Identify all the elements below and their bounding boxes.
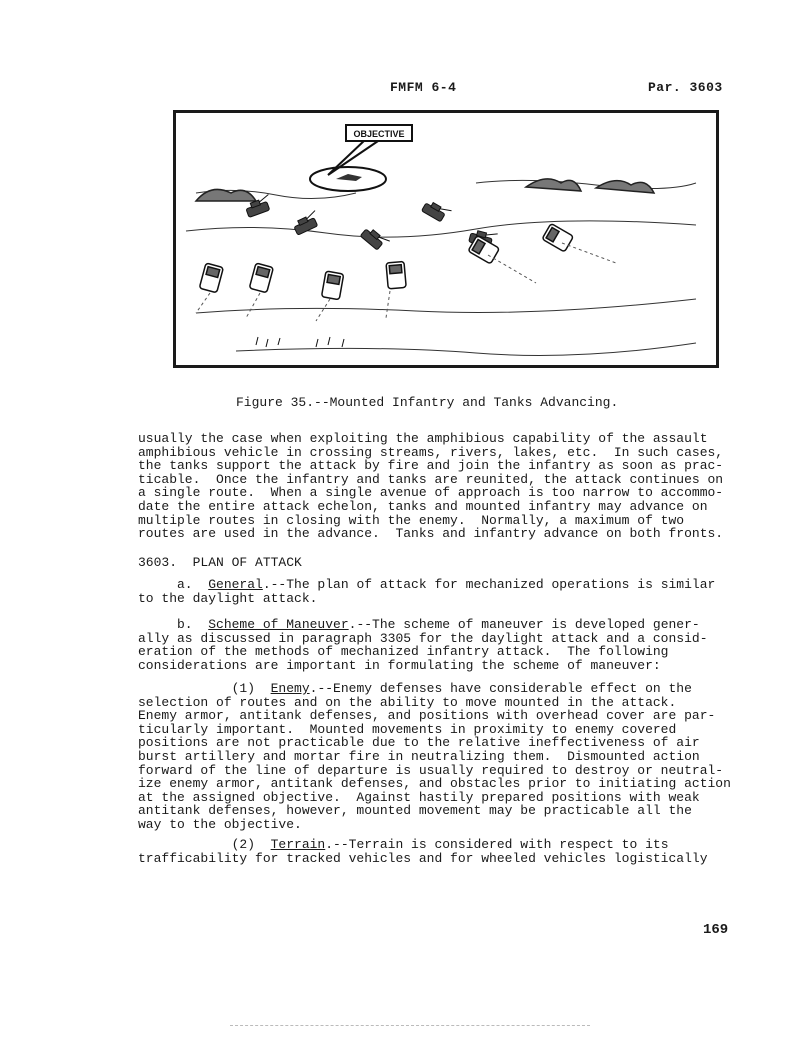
paragraph-b2: (2) Terrain.--Terrain is considered with respect to its trafficability for tracked vehicles and for wheeled vehicles logistically — [138, 838, 738, 865]
section-heading: 3603. PLAN OF ATTACK — [138, 555, 302, 570]
text-line: way to the objective. — [138, 816, 302, 832]
tank-icon — [360, 224, 390, 252]
paragraph-b: b. Scheme of Maneuver.--The scheme of maneuver is developed gener- ally as discussed in paragraph 3305 for the daylight attack and a consid- eration of the methods of mechanized infantry attack. The following considerations are important in formulating the scheme of maneuver: — [138, 618, 738, 672]
vehicle-group — [199, 223, 573, 299]
text-line: ize enemy armor, antitank defenses, and obstacles prior to initiating action — [138, 776, 731, 792]
text-line: forward of the line of departure is usually required to destroy or neutral- — [138, 762, 724, 778]
paragraph-b1: (1) Enemy.--Enemy defenses have considerable effect on the selection of routes and on the ability to move mounted in the attack. Enemy armor, antitank defenses, and positions with overhead cover are par- ticularly important. Mounted movements in proximity to enemy covered positions are not practicable due to the relative ineffectiveness of air burst artillery and mortar fire in neutralizing them. Dismounted action forward of the line of departure is usually required to destroy or neutral- ize enemy armor, antitank defenses, and obstacles prior to initiating action at the assigned objective. Against hastily prepared positions with weak antitank defenses, however, mounted movement may be practicable all the way to the objective. — [138, 682, 738, 832]
amphibious-vehicle-icon — [199, 263, 223, 293]
text-line: at the assigned objective. Against hastily prepared positions with weak — [138, 789, 700, 805]
term-scheme-of-maneuver: Scheme of Maneuver — [208, 617, 349, 632]
term-enemy: Enemy — [270, 681, 310, 696]
term-terrain: Terrain — [270, 837, 326, 852]
text-line: usually the case when exploiting the amphibious capability of the assault — [138, 431, 708, 446]
figure-illustration — [173, 110, 719, 368]
text-line: Enemy armor, antitank defenses, and positions with overhead cover are par- — [138, 708, 716, 724]
text-line: ally as discussed in paragraph 3305 for the daylight attack and a consid- — [138, 630, 708, 646]
scan-artifact — [230, 1025, 590, 1029]
document-id: FMFM 6-4 — [390, 80, 457, 95]
tank-group — [244, 194, 498, 252]
text-line: trafficability for tracked vehicles and for wheeled vehicles logistically — [138, 850, 708, 866]
amphibious-vehicle-icon — [249, 263, 273, 293]
text-line: routes are used in the advance. Tanks and infantry advance on both fronts. — [138, 526, 724, 542]
amphibious-vehicle-icon — [321, 271, 343, 300]
paragraph-reference: Par. 3603 — [648, 80, 723, 95]
objective-terrain — [336, 174, 362, 181]
text-line: eration of the methods of mechanized infantry attack. The following — [138, 644, 669, 660]
text-line: multiple routes in closing with the enemy. Normally, a maximum of two — [138, 512, 685, 528]
page-number: 169 — [703, 922, 729, 938]
infantry-figures — [256, 337, 344, 347]
text-line: burst artillery and mortar fire in neutralizing them. Dismounted action — [138, 748, 700, 764]
text-line: selection of routes and on the ability to move mounted in the attack. — [138, 694, 677, 710]
term-general: General — [208, 577, 263, 592]
objective-label: OBJECTIVE — [353, 129, 405, 139]
amphibious-vehicle-icon — [386, 261, 406, 288]
text-line: positions are not practicable due to the relative ineffectiveness of air — [138, 735, 700, 751]
text-line: amphibious vehicle in crossing streams, rivers, lakes, etc. In such cases, — [138, 444, 724, 460]
intro-paragraph — [138, 432, 738, 541]
text-line: ticularly important. Mounted movements in proximity to enemy covered — [138, 721, 677, 737]
text-line: a single route. When a single avenue of approach is too narrow to accommo- — [138, 485, 724, 501]
amphibious-vehicle-icon — [542, 223, 574, 252]
text-line: the tanks support the attack by fire and join the infantry as soon as prac- — [138, 458, 724, 474]
text-line: date the entire attack echelon, tanks and mounted infantry may advance on — [138, 498, 708, 514]
paragraph-a: a. General.--The plan of attack for mechanized operations is similar to the daylight attack. — [138, 578, 738, 605]
figure-caption: Figure 35.--Mounted Infantry and Tanks Advancing. — [236, 395, 619, 410]
text-line: ticable. Once the infantry and tanks are reunited, the attack continues on — [138, 471, 724, 487]
text-line: considerations are important in formulating the scheme of maneuver: — [138, 657, 661, 673]
text-line: antitank defenses, however, mounted movement may be practicable all the — [138, 803, 692, 819]
battlefield-sketch — [176, 113, 716, 365]
tank-icon — [422, 198, 452, 224]
text-line: to the daylight attack. — [138, 590, 318, 606]
